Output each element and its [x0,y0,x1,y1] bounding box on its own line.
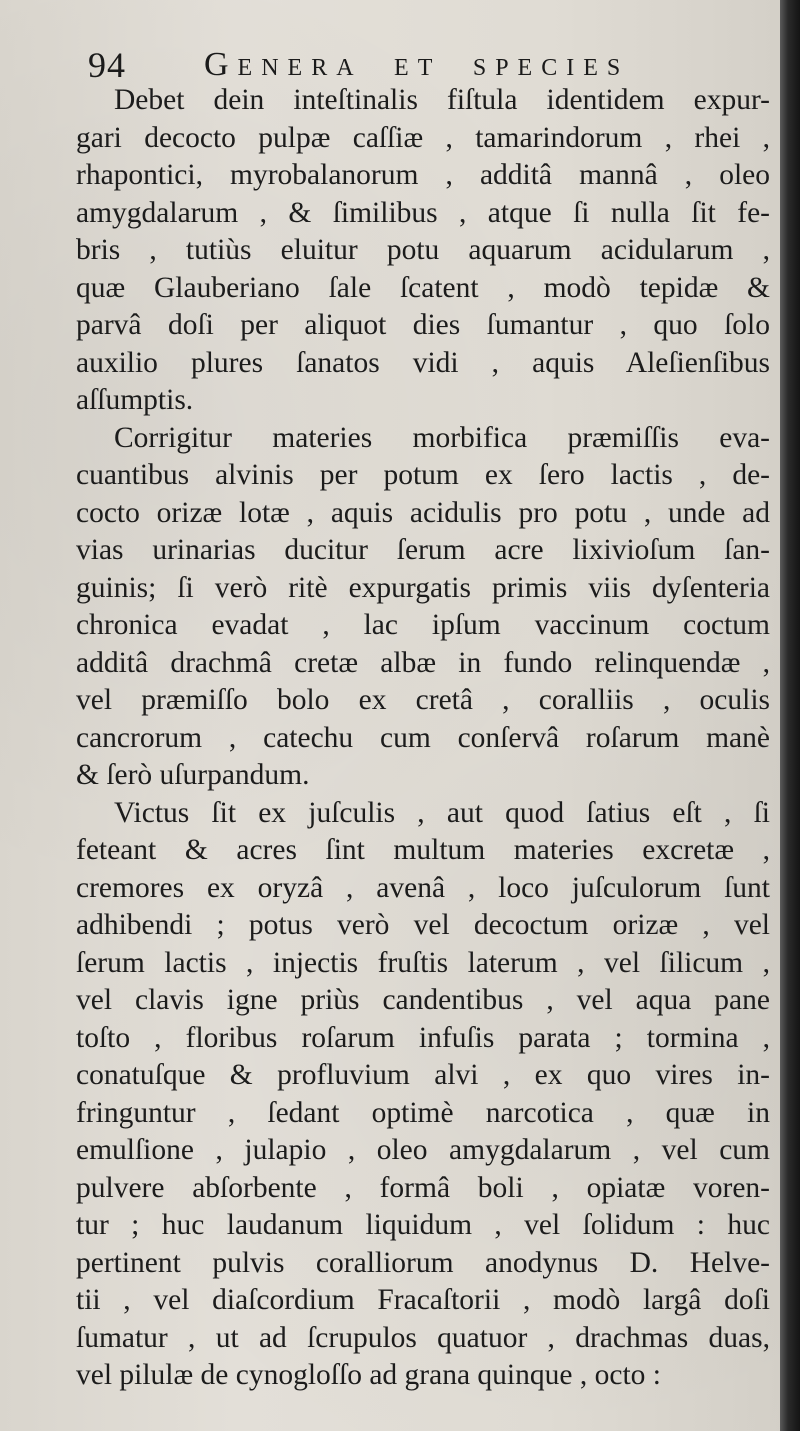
text-line: tii , vel diaſcordium Fracaſtorii , modò largâ doſi [76,1284,770,1316]
text-line: toſto , floribus roſarum infuſis parata ; tormina , [76,1021,770,1054]
text-line: vel pilulæ de cynogloſſo ad grana quinque , octo : [76,1359,661,1391]
text-line: emulſione , julapio , oleo amygdalarum , vel cum [76,1134,770,1166]
text-line: tur ; huc laudanum liquidum , vel ſolidum : huc [76,1209,770,1241]
text-line: vel clavis igne priùs candentibus , vel aqua pane [76,984,770,1016]
text-line: Debet dein inteſtinalis fiſtula identidem expur- [114,84,770,116]
running-head: Genera et species [204,46,630,83]
body-text [76,82,770,1395]
text-line: aſſumptis. [76,384,194,416]
text-line: parvâ doſi per aliquot dies ſumantur , quo ſolo [76,309,770,341]
text-line: fringuntur , ſedant optimè narcotica , quæ in [76,1096,770,1129]
text-line: auxilio plures ſanatos vidi , aquis Aleſienſibus [76,346,770,379]
text-line: amygdalarum , & ſimilibus , atque ſi nulla ſit fe- [76,196,770,229]
paragraph [76,420,770,795]
text-line: conatuſque & profluvium alvi , ex quo vires in- [76,1059,770,1091]
text-line: guinis; ſi verò ritè expurgatis primis viis dyſenteria [76,571,770,604]
text-line: ſumatur , ut ad ſcrupulos quatuor , drachmas duas, [76,1321,770,1354]
text-line: pulvere abſorbente , formâ boli , opiatæ voren- [76,1171,770,1204]
text-line: cremores ex oryzâ , avenâ , loco juſculorum ſunt [76,871,770,904]
text-line: vias urinarias ducitur ſerum acre lixivioſum ſan- [76,534,770,566]
text-line: chronica evadat , lac ipſum vaccinum coctum [76,609,770,641]
text-line: vel præmiſſo bolo ex cretâ , coralliis , oculis [76,684,770,716]
text-line: Corrigitur materies morbifica præmiſſis eva- [114,421,770,454]
text-line: additâ drachmâ cretæ albæ in fundo relinquendæ , [76,646,770,679]
text-line: pertinent pulvis coralliorum anodynus D. Helve- [76,1246,770,1279]
paragraph [76,795,770,1395]
text-line: & ſerò uſurpandum. [76,759,310,791]
text-line: Victus ſit ex juſculis , aut quod ſatius eſt , ſi [114,796,770,829]
text-line: ſerum lactis , injectis fruſtis laterum , vel ſilicum , [76,946,770,979]
text-line: adhibendi ; potus verò vel decoctum orizæ , vel [76,909,770,941]
page-number: 94 [88,45,126,85]
text-line: gari decocto pulpæ caſſiæ , tamarindorum , rhei , [76,121,770,154]
text-line: rhapontici, myrobalanorum , additâ mannâ , oleo [76,159,770,191]
text-line: quæ Glauberiano ſale ſcatent , modò tepidæ & [76,271,770,304]
page-edge-shadow [780,0,800,1431]
text-line: cocto orizæ lotæ , aquis acidulis pro potu , unde ad [76,496,770,529]
text-line: bris , tutiùs eluitur potu aquarum acidularum , [76,234,770,266]
text-line: cancrorum , catechu cum conſervâ roſarum manè [76,721,770,754]
paragraph [76,82,770,420]
text-line: cuantibus alvinis per potum ex ſero lactis , de- [76,459,770,491]
text-line: feteant & acres ſint multum materies excretæ , [76,834,770,866]
